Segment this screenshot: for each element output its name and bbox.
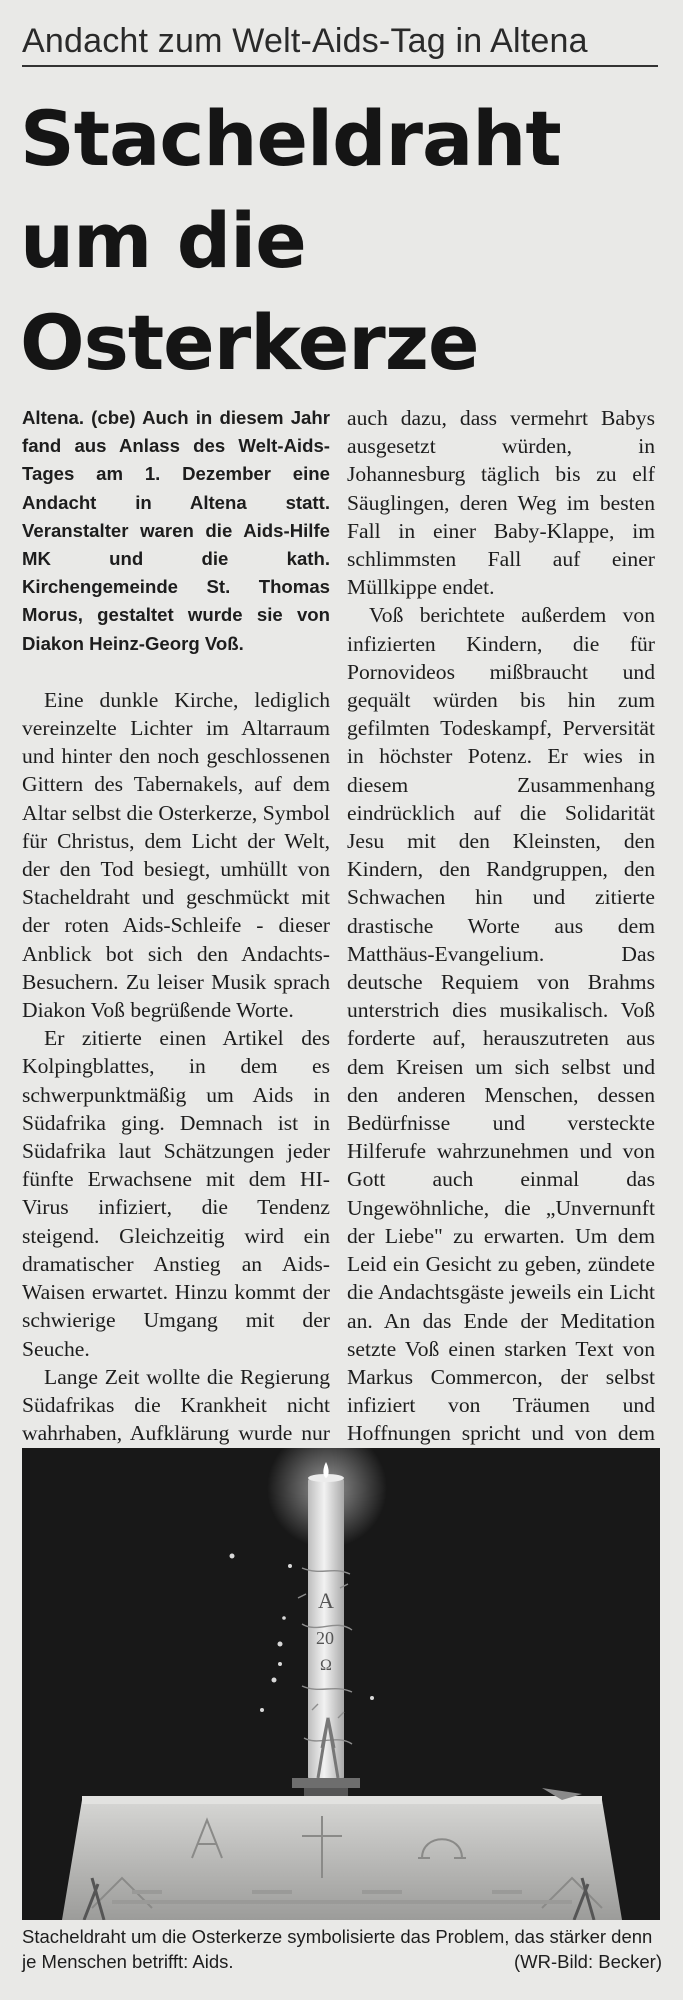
photo-altar-easter-candle — [22, 1448, 660, 1920]
kicker-line: Andacht zum Welt-Aids-Tag in Altena — [22, 22, 658, 67]
headline-line-2: um die — [20, 196, 306, 285]
body-paragraph-5: Voß berichtete außerdem von infizierten Kindern, die für Pornovideos mißbraucht und gequält würden bis hin zum gefilmten Todeskampf, Perversität in höchster Potenz. Er wies in diesem Zusammenhang eindrücklich auf die Solidarität Jesu mit den Kleinsten, den Kindern, den Randgruppen, den Schwachen hin und zitierte drastische Worte aus dem Matthäus-Evangelium. Das deutsche Requiem von Brahms unterstrich dies musikalisch. Voß forderte auf, herauszutreten aus dem Kreisen um sich selbst und den anderen Menschen, dessen Bedürfnisse und versteckte Hilferufe wahrzunehmen und von Gott auch einmal das Ungewöhnliche, die „Unvernunft der Liebe" zu erwarten. Um dem Leid ein Gesicht zu geben, zündete die Andachtsgäste jeweils ein Licht an. An das Ende der Meditation setzte Voß einen starken Text von Markus Commercon, der selbst infiziert von Träumen und Hoffnungen spricht und von dem — [347, 603, 655, 1446]
body-paragraph-3: Lange Zeit wollte die Regierung Südafrikas die Krankheit nicht wahrhaben, Aufklärung wurde nur — [22, 1364, 330, 1446]
column-left — [22, 404, 330, 1504]
photo-illustration — [22, 1448, 660, 1920]
headline-line-1: Stacheldraht — [20, 94, 561, 183]
candle-holder — [292, 1778, 360, 1788]
lead-paragraph: Altena. (cbe) Auch in diesem Jahr fand aus Anlass des Welt-Aids-Tages am 1. Dezember eine Andacht in Altena statt. Veranstalter waren die Aids-Hilfe MK und die kath. Kirchengemeinde St. Thomas Morus, gestaltet wurde sie von Diakon Heinz-Georg Voß. — [22, 407, 330, 654]
body-paragraph-4: auch dazu, dass vermehrt Babys ausgesetzt würden, in Johannesburg täglich bis zu elf Säuglingen, deren Weg im besten Fall in einer Baby-Klappe, im schlimmsten Fall auf einer Müllkippe endet. — [347, 406, 655, 600]
svg-text:20: 20 — [316, 1628, 334, 1648]
headline-line-3: Osterkerze — [20, 298, 479, 387]
column-right — [347, 404, 655, 1504]
caption-text: Stacheldraht um die Osterkerze symbolisierte das Problem, das stärker denn je Menschen betrifft: Aids. — [22, 1926, 653, 1972]
svg-text:Ω: Ω — [320, 1657, 332, 1674]
svg-text:A: A — [318, 1588, 334, 1613]
photo-credit: (WR-Bild: Becker) — [513, 1951, 662, 1972]
headline — [20, 88, 660, 394]
body-paragraph-2: Er zitierte einen Artikel des Kolpingblattes, in dem es schwerpunktmäßig um Aids in Südafrika ging. Demnach ist in Südafrika laut Schätzungen jeder fünfte Erwachsene mit dem HI-Virus infiziert, die Tendenz steigend. Gleichzeitig wird ein dramatischer Anstieg an Aids-Waisen erwartet. Hinzu kommt der schwierige Umgang mit der Seuche. — [22, 1026, 330, 1361]
body-paragraph-1: Eine dunkle Kirche, lediglich vereinzelte Lichter im Altarraum und hinter den noch geschlossenen Gittern des Tabernakels, auf dem Altar selbst die Osterkerze, Symbol für Christus, dem Licht der Welt, der den Tod besiegt, umhüllt von Stacheldraht und geschmückt mit der roten Aids-Schleife - dieser Anblick bot sich den Andachts-Besuchern. Zu leiser Musik sprach Diakon Voß begrüßende Worte. — [22, 687, 330, 1023]
photo-caption — [22, 1924, 662, 1974]
